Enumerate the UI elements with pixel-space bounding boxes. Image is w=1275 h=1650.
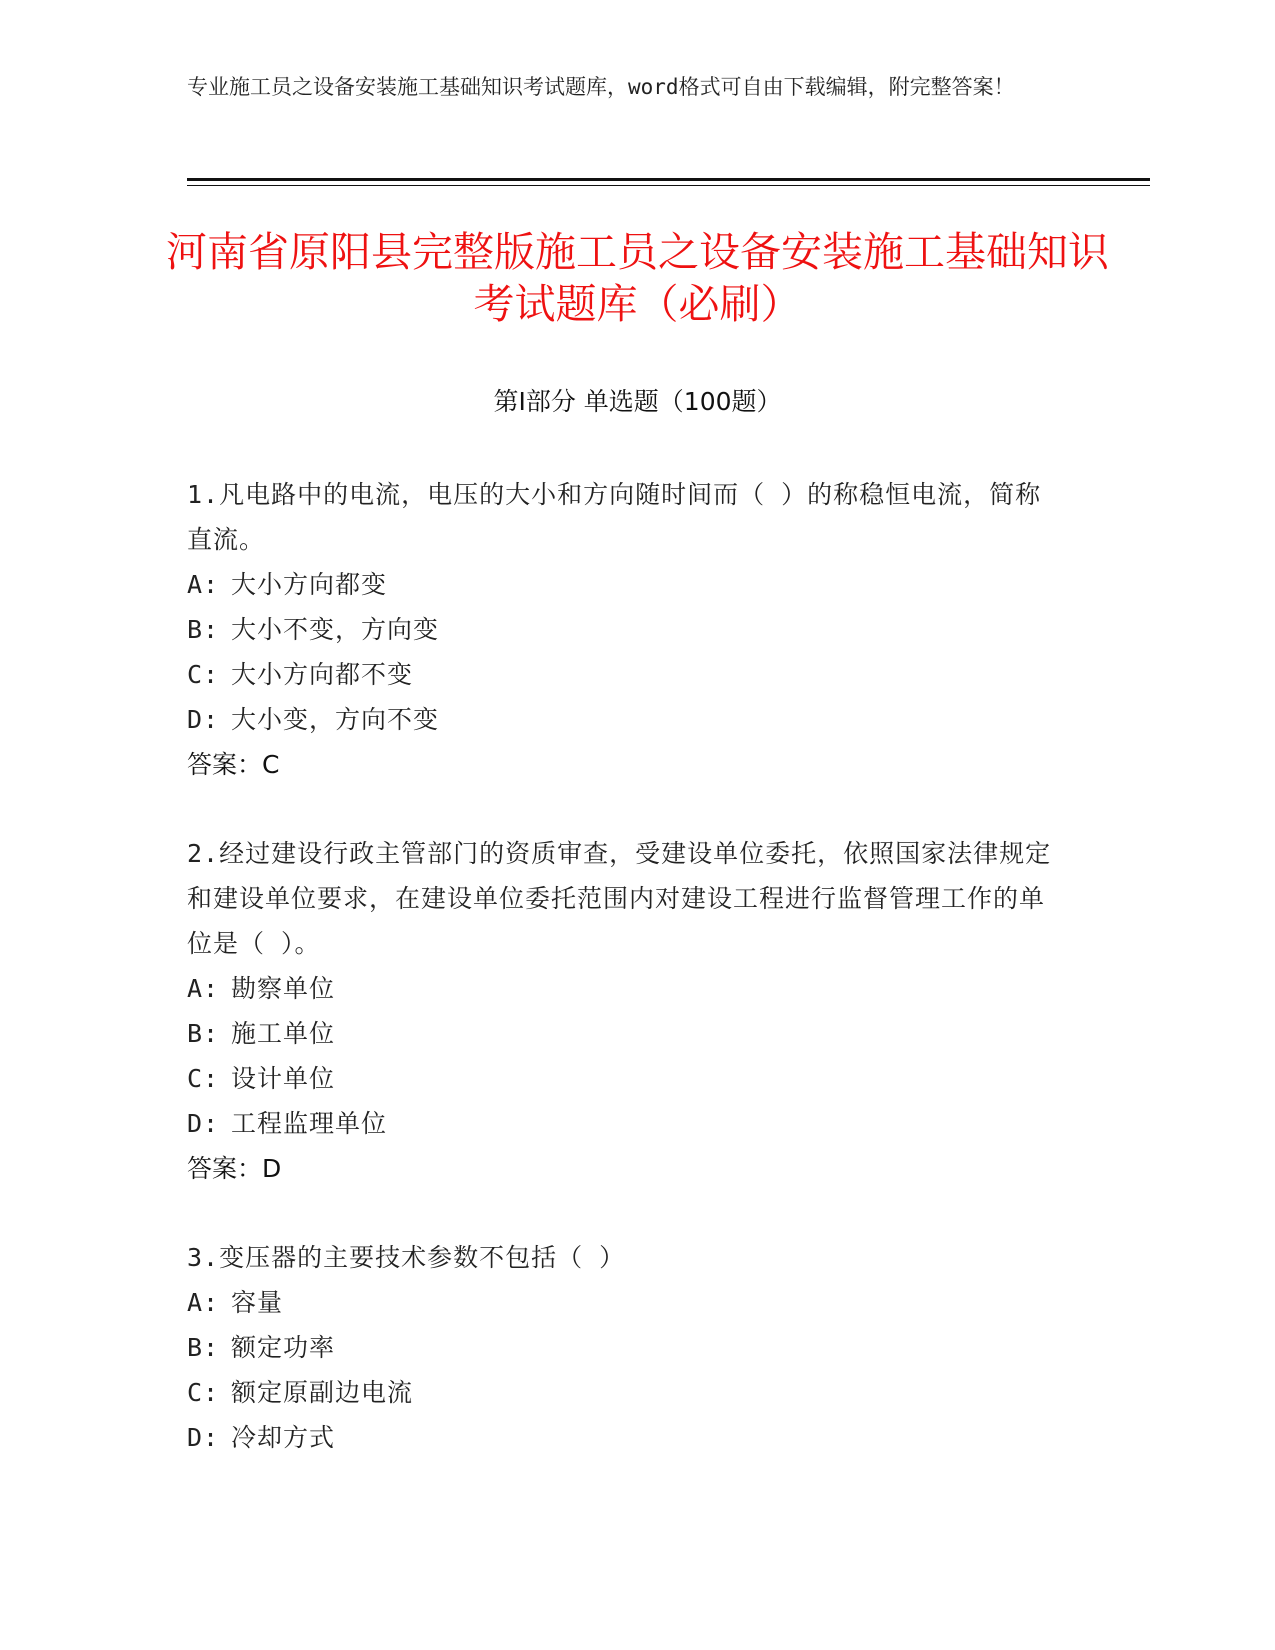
header-divider-thick [187,178,1150,181]
answer: 答案：C [187,750,280,779]
option-letter: D: [187,1109,220,1138]
question-stem: 1.凡电路中的电流，电压的大小和方向随时间而（ ）的称稳恒电流，简称直流。 [187,480,1042,554]
option-text: 大小方向都不变 [231,660,414,689]
option-text: 冷却方式 [231,1423,336,1452]
answer: 答案：D [187,1154,282,1183]
option-letter: C: [187,1378,220,1407]
option-text: 施工单位 [231,1019,336,1048]
option-letter: B: [187,1019,220,1048]
question-3 [187,1235,1067,1460]
question-2 [187,831,1067,1191]
option-letter: A: [187,570,220,599]
option-c [187,652,1067,697]
option-letter: C: [187,660,220,689]
option-letter: A: [187,1288,220,1317]
option-text: 大小变，方向不变 [231,705,440,734]
option-c [187,1056,1067,1101]
option-b [187,607,1067,652]
option-letter: B: [187,615,220,644]
header-note: 专业施工员之设备安装施工基础知识考试题库，word格式可自由下载编辑，附完整答案！ [187,75,1015,99]
option-a [187,562,1067,607]
option-d [187,1415,1067,1460]
question-stem: 3.变压器的主要技术参数不包括（ ） [187,1243,626,1272]
option-text: 勘察单位 [231,974,336,1003]
option-b [187,1325,1067,1370]
option-b [187,1011,1067,1056]
option-letter: A: [187,974,220,1003]
option-text: 大小方向都变 [231,570,388,599]
option-letter: B: [187,1333,220,1362]
option-letter: D: [187,705,220,734]
question-stem: 2.经过建设行政主管部门的资质审查，受建设单位委托，依照国家法律规定和建设单位要求，在建设单位委托范围内对建设工程进行监督管理工作的单位是（ ）。 [187,839,1052,958]
option-text: 工程监理单位 [231,1109,388,1138]
option-text: 容量 [231,1288,284,1317]
option-letter: C: [187,1064,220,1093]
option-a [187,1280,1067,1325]
option-d [187,697,1067,742]
header-divider-thin [187,185,1150,186]
document-title: 河南省原阳县完整版施工员之设备安装施工基础知识考试题库（必刷） [166,228,1109,328]
option-c [187,1370,1067,1415]
option-text: 额定原副边电流 [231,1378,414,1407]
option-d [187,1101,1067,1146]
question-list [187,472,1067,1504]
question-1 [187,472,1067,787]
section-heading: 第Ⅰ部分 单选题（100题） [493,387,782,416]
option-a [187,966,1067,1011]
option-text: 额定功率 [231,1333,336,1362]
option-text: 设计单位 [231,1064,336,1093]
option-text: 大小不变，方向变 [231,615,440,644]
option-letter: D: [187,1423,220,1452]
